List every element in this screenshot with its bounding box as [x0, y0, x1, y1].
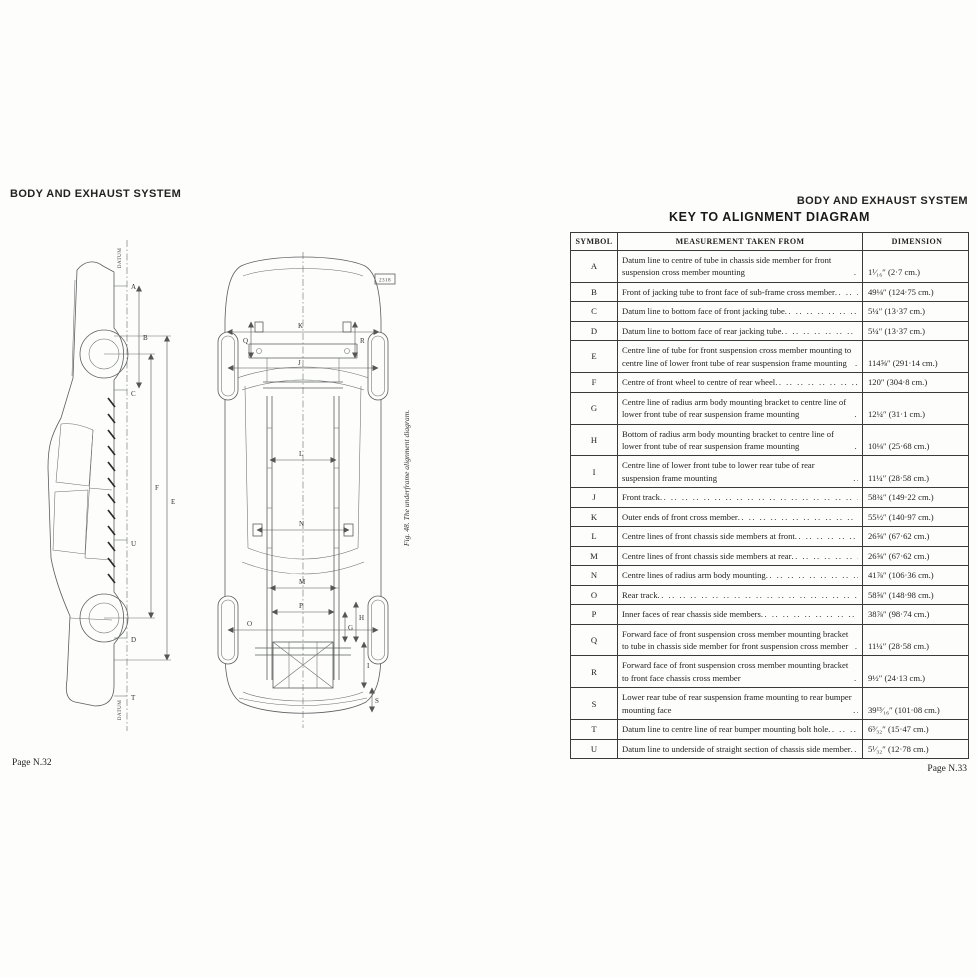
measurement-text: Forward face of front suspension cross member mounting bracket to front face chassis cross member	[622, 660, 849, 683]
dot-leader	[791, 550, 858, 562]
measurement-cell	[618, 546, 863, 565]
measurement-text: Centre line of radius arm body mounting bracket to centre line of lower front tube of rear suspension frame mounting	[622, 396, 847, 420]
dim-letter-s: S	[375, 697, 379, 705]
measurement-text: Centre lines of front chassis side members at front	[622, 531, 795, 542]
dimension-cell: 1¹⁄₁₆″ (2·7 cm.)	[863, 251, 969, 283]
left-page-header: BODY AND EXHAUST SYSTEM	[10, 188, 182, 200]
measurement-text: Centre line of tube for front suspension cross member mounting to centre line of lower front tube of rear suspension frame mounting	[622, 345, 852, 368]
measurement-cell	[618, 456, 863, 488]
symbol-cell: N	[571, 566, 618, 585]
measurement-text: Centre lines of radius arm body mounting	[622, 570, 766, 581]
table-row	[571, 282, 969, 301]
dim-letter-m: M	[299, 578, 306, 586]
dot-leader	[854, 672, 858, 684]
measurement-cell	[618, 720, 863, 739]
side-view-drawing	[48, 240, 175, 731]
measurement-text: Centre line of lower front tube to lower rear tube of rear suspension frame mounting	[622, 460, 815, 483]
dot-leader	[853, 472, 858, 484]
measurement-text: Datum line to bottom face of front jacking tube	[622, 306, 785, 317]
dot-leader	[766, 569, 858, 581]
dim-letter-f: F	[155, 484, 159, 492]
symbol-cell: K	[571, 507, 618, 526]
table-row	[571, 507, 969, 526]
dimension-cell: 58⅝″ (148·98 cm.)	[863, 585, 969, 604]
measurement-text: Bottom of radius arm body mounting bracket to centre line of lower front tube of rear suspension frame mounting	[622, 428, 834, 451]
dot-leader	[795, 530, 858, 542]
roof-side-left	[245, 386, 248, 548]
measurement-text: Outer ends of front cross member	[622, 511, 738, 522]
symbol-cell: C	[571, 302, 618, 321]
symbol-cell: Q	[571, 624, 618, 656]
dim-letter-h: H	[359, 614, 365, 622]
dimension-cell: 114⅝″ (291·14 cm.)	[863, 341, 969, 373]
dot-leader	[854, 440, 858, 452]
dot-leader	[855, 640, 858, 652]
dimension-cell: 26⅝″ (67·62 cm.)	[863, 546, 969, 565]
measurement-cell	[618, 527, 863, 546]
symbol-cell: I	[571, 456, 618, 488]
table-row	[571, 656, 969, 688]
symbol-cell: M	[571, 546, 618, 565]
dimension-cell: 9½″ (24·13 cm.)	[863, 656, 969, 688]
alignment-table-body	[571, 251, 969, 759]
dimension-cell: 11¼″ (28·58 cm.)	[863, 456, 969, 488]
measurement-text: Datum line to underside of straight section of chassis side member	[622, 743, 851, 754]
table-row	[571, 392, 969, 424]
dot-leader	[658, 589, 858, 601]
measurement-cell	[618, 507, 863, 526]
header-measurement: MEASUREMENT TAKEN FROM	[618, 233, 863, 251]
dimension-cell: 39¹³⁄₁₆″ (101·08 cm.)	[863, 688, 969, 720]
dim-letter-k: K	[298, 322, 304, 330]
table-row	[571, 302, 969, 321]
symbol-cell: J	[571, 488, 618, 507]
dim-letter-o: O	[247, 620, 253, 628]
symbol-cell: A	[571, 251, 618, 283]
measurement-cell	[618, 688, 863, 720]
boot-shutline	[70, 618, 112, 620]
measurement-cell	[618, 373, 863, 392]
alignment-diagram-svg	[15, 228, 415, 743]
dim-letter-j: J	[298, 359, 301, 367]
measurement-cell	[618, 739, 863, 758]
table-row	[571, 456, 969, 488]
measurement-text: Inner faces of rear chassis side members	[622, 609, 761, 620]
table-row	[571, 488, 969, 507]
measurement-cell	[618, 302, 863, 321]
measurement-text: Centre of front wheel to centre of rear wheel	[622, 377, 776, 388]
dim-letter-i: I	[367, 662, 370, 670]
dimension-cell: 11¼″ (28·58 cm.)	[863, 624, 969, 656]
dot-leader	[835, 286, 858, 298]
symbol-cell: L	[571, 527, 618, 546]
dot-leader	[855, 408, 858, 420]
dim-letter-e: E	[171, 498, 176, 506]
measurement-cell	[618, 321, 863, 340]
dim-letter-u: U	[131, 540, 137, 548]
dimension-cell: 5¹⁄₃₂″ (12·78 cm.)	[863, 739, 969, 758]
dot-leader	[855, 357, 858, 369]
dim-letter-b: B	[143, 334, 148, 342]
measurement-text: Front track	[622, 492, 660, 503]
symbol-cell: O	[571, 585, 618, 604]
table-row	[571, 251, 969, 283]
measurement-text: Centre lines of front chassis side members at rear	[622, 550, 792, 561]
datum-label-top: DATUM	[117, 247, 123, 269]
symbol-cell: F	[571, 373, 618, 392]
alignment-key-table	[570, 232, 969, 759]
fig-ref-number: 2318	[379, 277, 391, 284]
plan-view-drawing	[218, 252, 395, 728]
symbol-cell: S	[571, 688, 618, 720]
symbol-cell: R	[571, 656, 618, 688]
dim-letter-c: C	[131, 390, 136, 398]
dimension-cell: 5¼″ (13·37 cm.)	[863, 302, 969, 321]
symbol-cell: U	[571, 739, 618, 758]
measurement-cell	[618, 656, 863, 688]
dot-leader	[828, 723, 858, 735]
measurement-cell	[618, 341, 863, 373]
symbol-cell: T	[571, 720, 618, 739]
dimension-cell: 41⅞″ (106·36 cm.)	[863, 566, 969, 585]
table-row	[571, 585, 969, 604]
dim-letter-q: Q	[243, 337, 249, 345]
dimension-cell: 6³⁄₃₂″ (15·47 cm.)	[863, 720, 969, 739]
dot-leader	[854, 266, 858, 278]
measurement-cell	[618, 282, 863, 301]
dot-leader	[851, 743, 858, 755]
dim-letter-d: D	[131, 636, 137, 644]
header-symbol: SYMBOL	[571, 233, 618, 251]
measurement-text: Front of jacking tube to front face of sub-frame cross member	[622, 286, 835, 297]
dim-letter-r: R	[360, 337, 365, 345]
table-title: KEY TO ALIGNMENT DIAGRAM	[669, 210, 870, 224]
figure-caption: Fig. 48. The underframe alignment diagram.	[402, 409, 411, 547]
measurement-cell	[618, 392, 863, 424]
dot-leader	[785, 305, 858, 317]
datum-label-bottom: DATUM	[117, 699, 123, 721]
right-page-header: BODY AND EXHAUST SYSTEM	[796, 195, 968, 207]
table-row	[571, 720, 969, 739]
measurement-text: Rear track	[622, 589, 658, 600]
symbol-cell: B	[571, 282, 618, 301]
dot-leader	[853, 704, 858, 716]
underframe-alignment-diagram	[15, 228, 415, 743]
table-row	[571, 566, 969, 585]
dimension-cell: 5¼″ (13·37 cm.)	[863, 321, 969, 340]
dot-leader	[660, 491, 858, 503]
dot-leader	[761, 608, 858, 620]
dimension-cell: 10⅛″ (25·68 cm.)	[863, 424, 969, 456]
table-row	[571, 424, 969, 456]
symbol-cell: G	[571, 392, 618, 424]
dimension-cell: 38⅞″ (98·74 cm.)	[863, 605, 969, 624]
symbol-cell: E	[571, 341, 618, 373]
measurement-cell	[618, 566, 863, 585]
table-row	[571, 739, 969, 758]
measurement-cell	[618, 251, 863, 283]
table-row	[571, 688, 969, 720]
symbol-cell: P	[571, 605, 618, 624]
table-row	[571, 527, 969, 546]
measurement-cell	[618, 488, 863, 507]
table-row	[571, 373, 969, 392]
table-row	[571, 341, 969, 373]
dimension-cell: 58¾″ (149·22 cm.)	[863, 488, 969, 507]
key-table-section	[570, 210, 969, 759]
table-row	[571, 605, 969, 624]
measurement-text: Forward face of front suspension cross member mounting bracket to tube in chassis side member for front suspension cross member	[622, 628, 849, 651]
dimension-cell: 120″ (304·8 cm.)	[863, 373, 969, 392]
dimension-cell: 12¼″ (31·1 cm.)	[863, 392, 969, 424]
header-dimension: DIMENSION	[863, 233, 969, 251]
dim-letter-n: N	[299, 520, 305, 528]
right-page-number: Page N.33	[927, 764, 967, 774]
belt-line	[85, 430, 93, 558]
table-row	[571, 321, 969, 340]
dim-letter-l: L	[299, 450, 304, 458]
dim-letter-p: P	[299, 602, 303, 610]
dimension-cell: 49⅛″ (124·75 cm.)	[863, 282, 969, 301]
symbol-cell: D	[571, 321, 618, 340]
rear-window	[53, 490, 88, 554]
measurement-text: Lower rear tube of rear suspension frame mounting to rear bumper mounting face	[622, 692, 852, 715]
measurement-cell	[618, 605, 863, 624]
measurement-cell	[618, 585, 863, 604]
table-header	[571, 233, 969, 251]
measurement-text: Datum line to bottom face of rear jacking tube	[622, 325, 782, 336]
symbol-cell: H	[571, 424, 618, 456]
dim-letter-g: G	[348, 624, 354, 632]
measurement-text: Datum line to centre line of rear bumper mounting bolt hole	[622, 724, 829, 735]
dot-leader	[775, 376, 858, 388]
measurement-cell	[618, 424, 863, 456]
measurement-cell	[618, 624, 863, 656]
front-window	[56, 424, 93, 486]
dimension-cell: 26⅝″ (67·62 cm.)	[863, 527, 969, 546]
roof-side-right	[358, 386, 361, 548]
measurement-text: Datum line to centre of tube in chassis side member for front suspension cross member mounting	[622, 255, 832, 278]
door-gap-front	[89, 488, 112, 490]
dot-leader	[738, 511, 858, 523]
dot-leader	[781, 325, 858, 337]
dimension-cell: 55½″ (140·97 cm.)	[863, 507, 969, 526]
dim-letter-t: T	[131, 694, 136, 702]
table-row	[571, 624, 969, 656]
left-page-number: Page N.32	[12, 758, 52, 768]
table-row	[571, 546, 969, 565]
dim-letter-a: A	[131, 283, 137, 291]
